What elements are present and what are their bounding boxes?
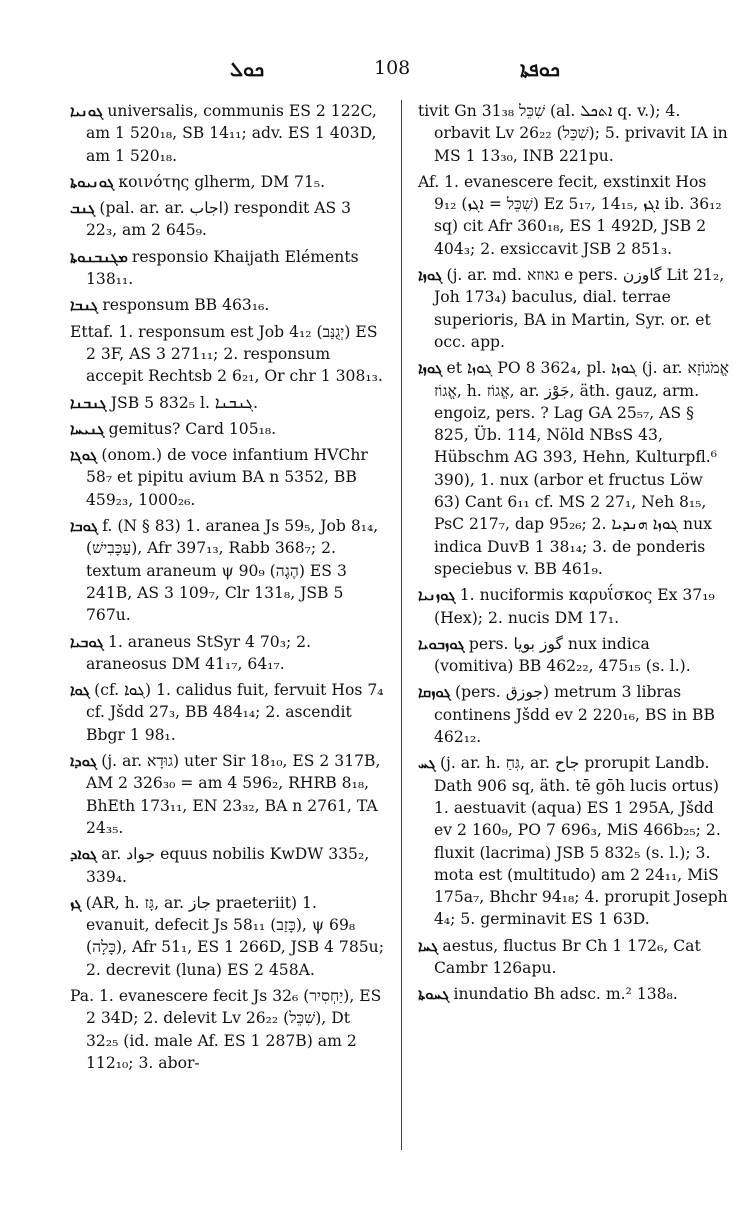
- dictionary-entry: [70, 100, 385, 167]
- dictionary-entry: [418, 983, 733, 1005]
- entry-definition: 1. araneus StSyr 4 70₃; 2. araneosus DM 41₁₇, 64₁₇.: [86, 632, 312, 673]
- dictionary-entry: [418, 100, 733, 167]
- entry-definition: (pal. ar. ar. اجاب) respondit AS 3 22₃, am 2 645₉.: [86, 199, 352, 240]
- entry-headword: ܓܘܐ: [70, 681, 91, 700]
- entry-headword: ܓܢܒܢܐ: [70, 393, 107, 412]
- dictionary-entry: [418, 584, 733, 629]
- entry-headword: ܓܢܝܚܐ: [70, 419, 105, 438]
- entry-headword: ܓܢܒܐ: [70, 296, 99, 315]
- entry-definition: (onom.) de voce infantium HVChr 58₇ et pipitu avium BA n 5352, BB 459₂₃, 1000₂₆.: [86, 446, 368, 509]
- entry-definition: gemitus? Card 105₁₈.: [108, 419, 277, 438]
- dictionary-entry: [70, 171, 385, 193]
- entry-headword: ܓܘܙܒܘܝܐ: [418, 634, 465, 653]
- dictionary-entry: [70, 444, 385, 511]
- entry-definition: Ettaf. 1. responsum est Job 4₁₂ (יְגֻנַּב) ES 2 3F, AS 3 271₁₁; 2. responsum accepit Rechtsb 2 6₂₁, Or chr 1 308₁₃.: [70, 322, 383, 386]
- entry-definition: responsum BB 463₁₆.: [102, 296, 270, 315]
- entry-definition: ar. جواد equus nobilis KwDW 335₂, 339₄.: [86, 845, 370, 886]
- entry-definition: responsio Khaijath Eléments 138₁₁.: [86, 247, 359, 289]
- dictionary-entry: [70, 321, 385, 388]
- entry-headword: ܓܘܢܝܐ: [70, 102, 104, 120]
- entry-definition: Pa. 1. evanescere fecit Js 32₆ (יַחְסִיר), ES 2 34D; 2. delevit Lv 26₂₂ (שִׁכֵּל), Dt 32₂₅ (id. male Af. ES 1 287B) am 2 112₁₀; 3. abor-: [70, 986, 382, 1072]
- entry-definition: (AR, h. גָּז, ar. جاز praeteriit) 1. evanuit, defecit Js 58₁₁ (כָּזַב), ψ 69₈ (כָּלָה), Afr 51₁, ES 1 266D, JSB 4 785u; 2. decrevit (luna) ES 2 458A.: [85, 893, 384, 979]
- dictionary-entry: [70, 631, 385, 676]
- dictionary-entry: [70, 392, 385, 414]
- entry-headword: ܓܘܙܢܝܐ: [418, 586, 456, 605]
- entry-definition: aestus, fluctus Br Ch 1 172₆, Cat Cambr 126apu.: [434, 936, 701, 977]
- dictionary-entry: [418, 633, 733, 678]
- entry-headword: ܓܙ: [70, 893, 82, 912]
- entry-definition: f. (N § 83) 1. aranea Js 59₅, Job 8₁₄, (עַכָּבִישׁ), Afr 397₁₃, Rabb 368₇; 2. textum araneum ψ 90₉ (הֶגֶה) ES 3 241B, AS 3 109₇, Clr 131₈, JSB 5 767u.: [86, 517, 379, 625]
- entry-definition: tivit Gn 31₃₈ שִׁכֵּל (al. ܐܬܟܠ q. v.); 4. orbavit Lv 26₂₂ (שִׁכֵּל); 5. privavit IA in MS 1 13₃₀, INB 221pu.: [418, 102, 728, 165]
- dictionary-entry: [70, 294, 385, 316]
- entry-headword: ܓܘܐܕ: [70, 845, 98, 864]
- entry-headword: ܓܘܕܐ: [70, 752, 98, 771]
- dictionary-entry: [418, 264, 733, 353]
- entry-headword: ܓܘܓܐ: [70, 446, 98, 465]
- dictionary-entry: [70, 679, 385, 746]
- running-head-left: ܟܘܠ: [230, 57, 265, 81]
- entry-definition: κοινότης glherm, DM 71₅.: [118, 172, 326, 191]
- entry-definition: pers. گوز بويا nux indica (vomitiva) BB 462₂₂, 475₁₅ (s. l.).: [434, 634, 691, 676]
- dictionary-entry: [70, 197, 385, 242]
- entry-headword: ܓܘܙܩܐ: [418, 683, 452, 702]
- entry-definition: JSB 5 832₅ l. ܓܢܒܢܐ.: [110, 393, 259, 412]
- entry-headword: ܓܚ: [418, 754, 436, 773]
- entry-headword: ܓܘܢܝܘܬܐ: [70, 172, 115, 191]
- entry-headword: ܓܘܒܐ: [70, 517, 99, 536]
- dictionary-entry: [418, 681, 733, 748]
- dictionary-entry: [418, 752, 733, 930]
- running-head-right: ܟܘܦܬܐ: [520, 57, 560, 81]
- dictionary-entry: [418, 357, 733, 580]
- right-column: [418, 100, 733, 1010]
- entry-definition: inundatio Bh adsc. m.² 138₈.: [453, 985, 678, 1004]
- entry-definition: (pers. جوزق) metrum 3 libras continens Jšdd ev 2 220₁₆, BS in BB 462₁₂.: [434, 683, 715, 747]
- entry-definition: et ܓܘܙܐ PO 8 362₄, pl. ܓܘܙܐ (j. ar. אֱמֹגוֹזָא אֱגוֹז, h. אֱגוֹז, ar. جَوْز, äth. gauz, arm. engoiz, pers. ? Lag GA 25₅₇, AS § 825, Üb. 114, Nöld NBsS 43, Hübschm AG 393, Hehn, Kulturpfl.⁶ 390), 1. nux (arbor et fructus Löw 63) Cant 6₁₁ cf. MS 2 27₁, Neh 8₁₅, PsC 217₇, dap 95₂₆; 2. ܓܘܙܐ ܗܢܕܝܐ nux indica DuvB 1 38₁₄; 3. de ponderis speciebus v. BB 461₉.: [434, 359, 729, 578]
- column-divider: [401, 100, 402, 1150]
- entry-headword: ܓܚܘܬܐ: [418, 985, 450, 1004]
- entry-headword: ܓܘܙܐ: [418, 266, 443, 285]
- entry-headword: ܓܚܐ: [418, 936, 439, 955]
- entry-definition: (cf. ܓܘܐ) 1. calidus fuit, fervuit Hos 7₄ cf. Jšdd 27₃, BB 484₁₄; 2. ascendit Bbgr 1 98₁.: [86, 681, 384, 744]
- entry-headword: ܓܘܒܝܐ: [70, 632, 104, 651]
- entry-headword: ܓܢܒ: [70, 199, 96, 218]
- left-column: [70, 100, 385, 1078]
- dictionary-entry: [70, 985, 385, 1074]
- dictionary-entry: [70, 843, 385, 888]
- dictionary-entry: [70, 418, 385, 440]
- entry-headword: ܡܓܢܒܢܘܬܐ: [70, 247, 128, 266]
- entry-definition: (j. ar. h. גִּחַ, ar. جاح prorupit Landb. Dath 906 sq, äth. tē gōh lucis ortus) 1. aestuavit (aqua) ES 1 295A, Jšdd ev 2 160₉, PO 7 696₃, MiS 466b₂₅; 2. fluxit (lacrima) JSB 5 832₅ (s. l.); 3. mota est (multitudo) am 2 24₁₁, MiS 175a₇, Bhchr 94₁₈; 4. prorupit Joseph 4₄; 5. germinavit ES 1 63D.: [434, 754, 728, 929]
- entry-definition: (j. ar. גוּדָא) uter Sir 18₁₀, ES 2 317B, AM 2 326₃₀ = am 4 596₂, RHRB 8₁₈, BhEth 173₁₁, EN 23₃₂, BA n 2761, TA 24₃₅.: [86, 752, 381, 837]
- dictionary-entry: [70, 892, 385, 981]
- entry-definition: 1. nuciformis καρυΐσκος Ex 37₁₉ (Hex); 2. nucis DM 17₁.: [434, 586, 715, 627]
- entry-definition: universalis, communis ES 2 122C, am 1 520₁₈, SB 14₁₁; adv. ES 1 403D, am 1 520₁₈.: [86, 102, 377, 165]
- entry-headword: ܓܘܙܐ: [418, 359, 443, 378]
- dictionary-entry: [418, 171, 733, 260]
- dictionary-entry: [70, 515, 385, 626]
- dictionary-entry: [418, 935, 733, 980]
- entry-definition: Af. 1. evanescere fecit, exstinxit Hos 9₁₂ (שִׁכֵּל = ܐܓܙ) Ez 5₁₇, 14₁₅, ܐܓܙ ib. 36₁₂ sq) cit Afr 360₁₈, ES 1 492D, JSB 2 404₃; 2. exsiccavit JSB 2 851₃.: [418, 172, 722, 258]
- page-number: 108: [374, 57, 411, 79]
- entry-definition: (j. ar. md. גאוזא e pers. گاوزن Lit 21₂, Joh 173₄) baculus, dial. terrae superioris, BA in Martin, Syr. or. et occ. app.: [434, 266, 725, 351]
- dictionary-entry: [70, 750, 385, 839]
- dictionary-entry: [70, 246, 385, 291]
